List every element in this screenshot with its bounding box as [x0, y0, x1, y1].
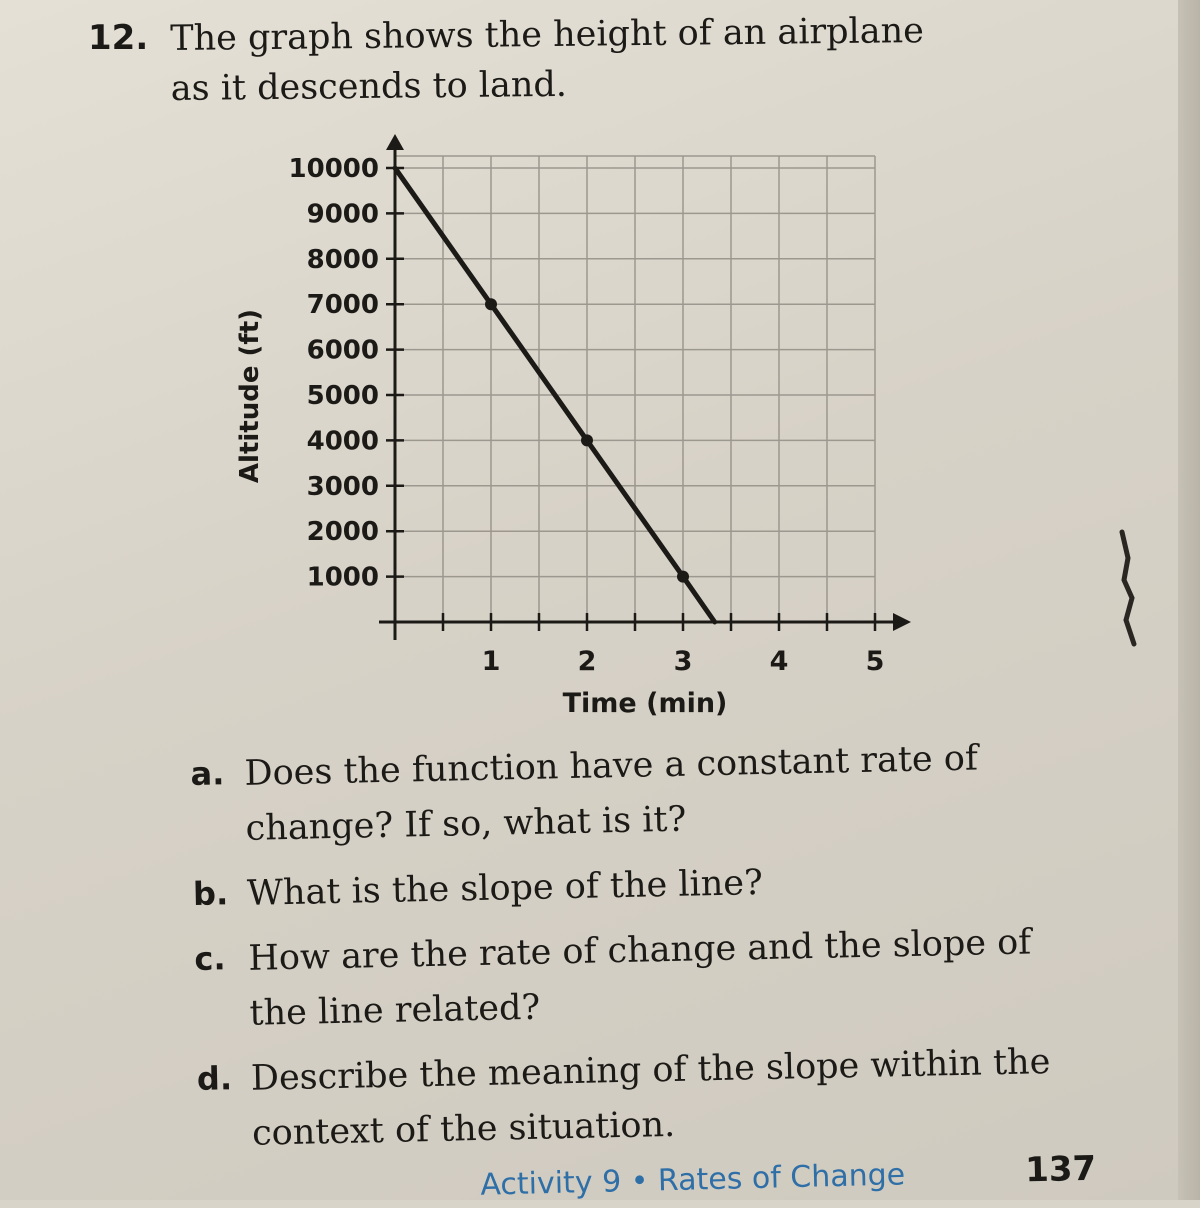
y-tick-label: 10000 [288, 154, 379, 184]
x-tick-label: 2 [577, 646, 597, 677]
pen-mark-icon [1112, 528, 1142, 648]
y-tick-label: 2000 [306, 517, 379, 548]
data-point [581, 434, 593, 446]
problem-statement: The graph shows the height of an airplane as it descends to land. [170, 11, 925, 109]
x-tick-label: 1 [481, 646, 501, 677]
data-point [677, 571, 689, 583]
question-a [190, 729, 1092, 858]
y-tick-label: 6000 [306, 335, 379, 366]
question-list [190, 729, 1099, 1173]
y-axis-ticks [289, 154, 404, 593]
question-letter: b. [192, 874, 229, 913]
x-tick-label: 3 [673, 646, 693, 677]
question-text: Describe the meaning of the slope within the context of the situation. [250, 1042, 1051, 1154]
x-axis-arrow [893, 613, 911, 631]
question-letter: d. [196, 1059, 233, 1098]
question-text: What is the slope of the line? [246, 863, 764, 914]
problem-number: 12. [88, 18, 149, 58]
data-point [485, 298, 497, 310]
chart-axes [379, 134, 911, 640]
question-d [196, 1034, 1098, 1163]
y-axis-arrow [386, 134, 404, 150]
question-letter: a. [190, 754, 225, 793]
x-tick-label: 4 [769, 646, 789, 677]
y-tick-label: 9000 [306, 199, 379, 230]
footer-page-number: 137 [1024, 1148, 1097, 1191]
chart-grid [395, 156, 875, 622]
question-text: How are the rate of change and the slope of the line related? [248, 922, 1032, 1034]
x-tick-label: 5 [865, 646, 885, 677]
question-b [193, 849, 1094, 923]
x-axis-label: Time (min) [562, 688, 728, 719]
y-tick-label: 3000 [306, 471, 379, 502]
y-tick-label: 4000 [306, 426, 379, 457]
y-tick-label: 7000 [306, 290, 379, 321]
footer-activity-title: Activity 9 • Rates of Change [479, 1157, 906, 1203]
question-letter: c. [194, 939, 226, 978]
question-text: Does the function have a constant rate of change? If so, what is it? [244, 738, 979, 849]
question-c [194, 914, 1096, 1043]
y-axis-label: Altitude (ft) [235, 308, 265, 484]
y-tick-label: 5000 [306, 381, 379, 411]
y-tick-label: 8000 [306, 244, 379, 275]
y-tick-label: 1000 [306, 562, 379, 593]
